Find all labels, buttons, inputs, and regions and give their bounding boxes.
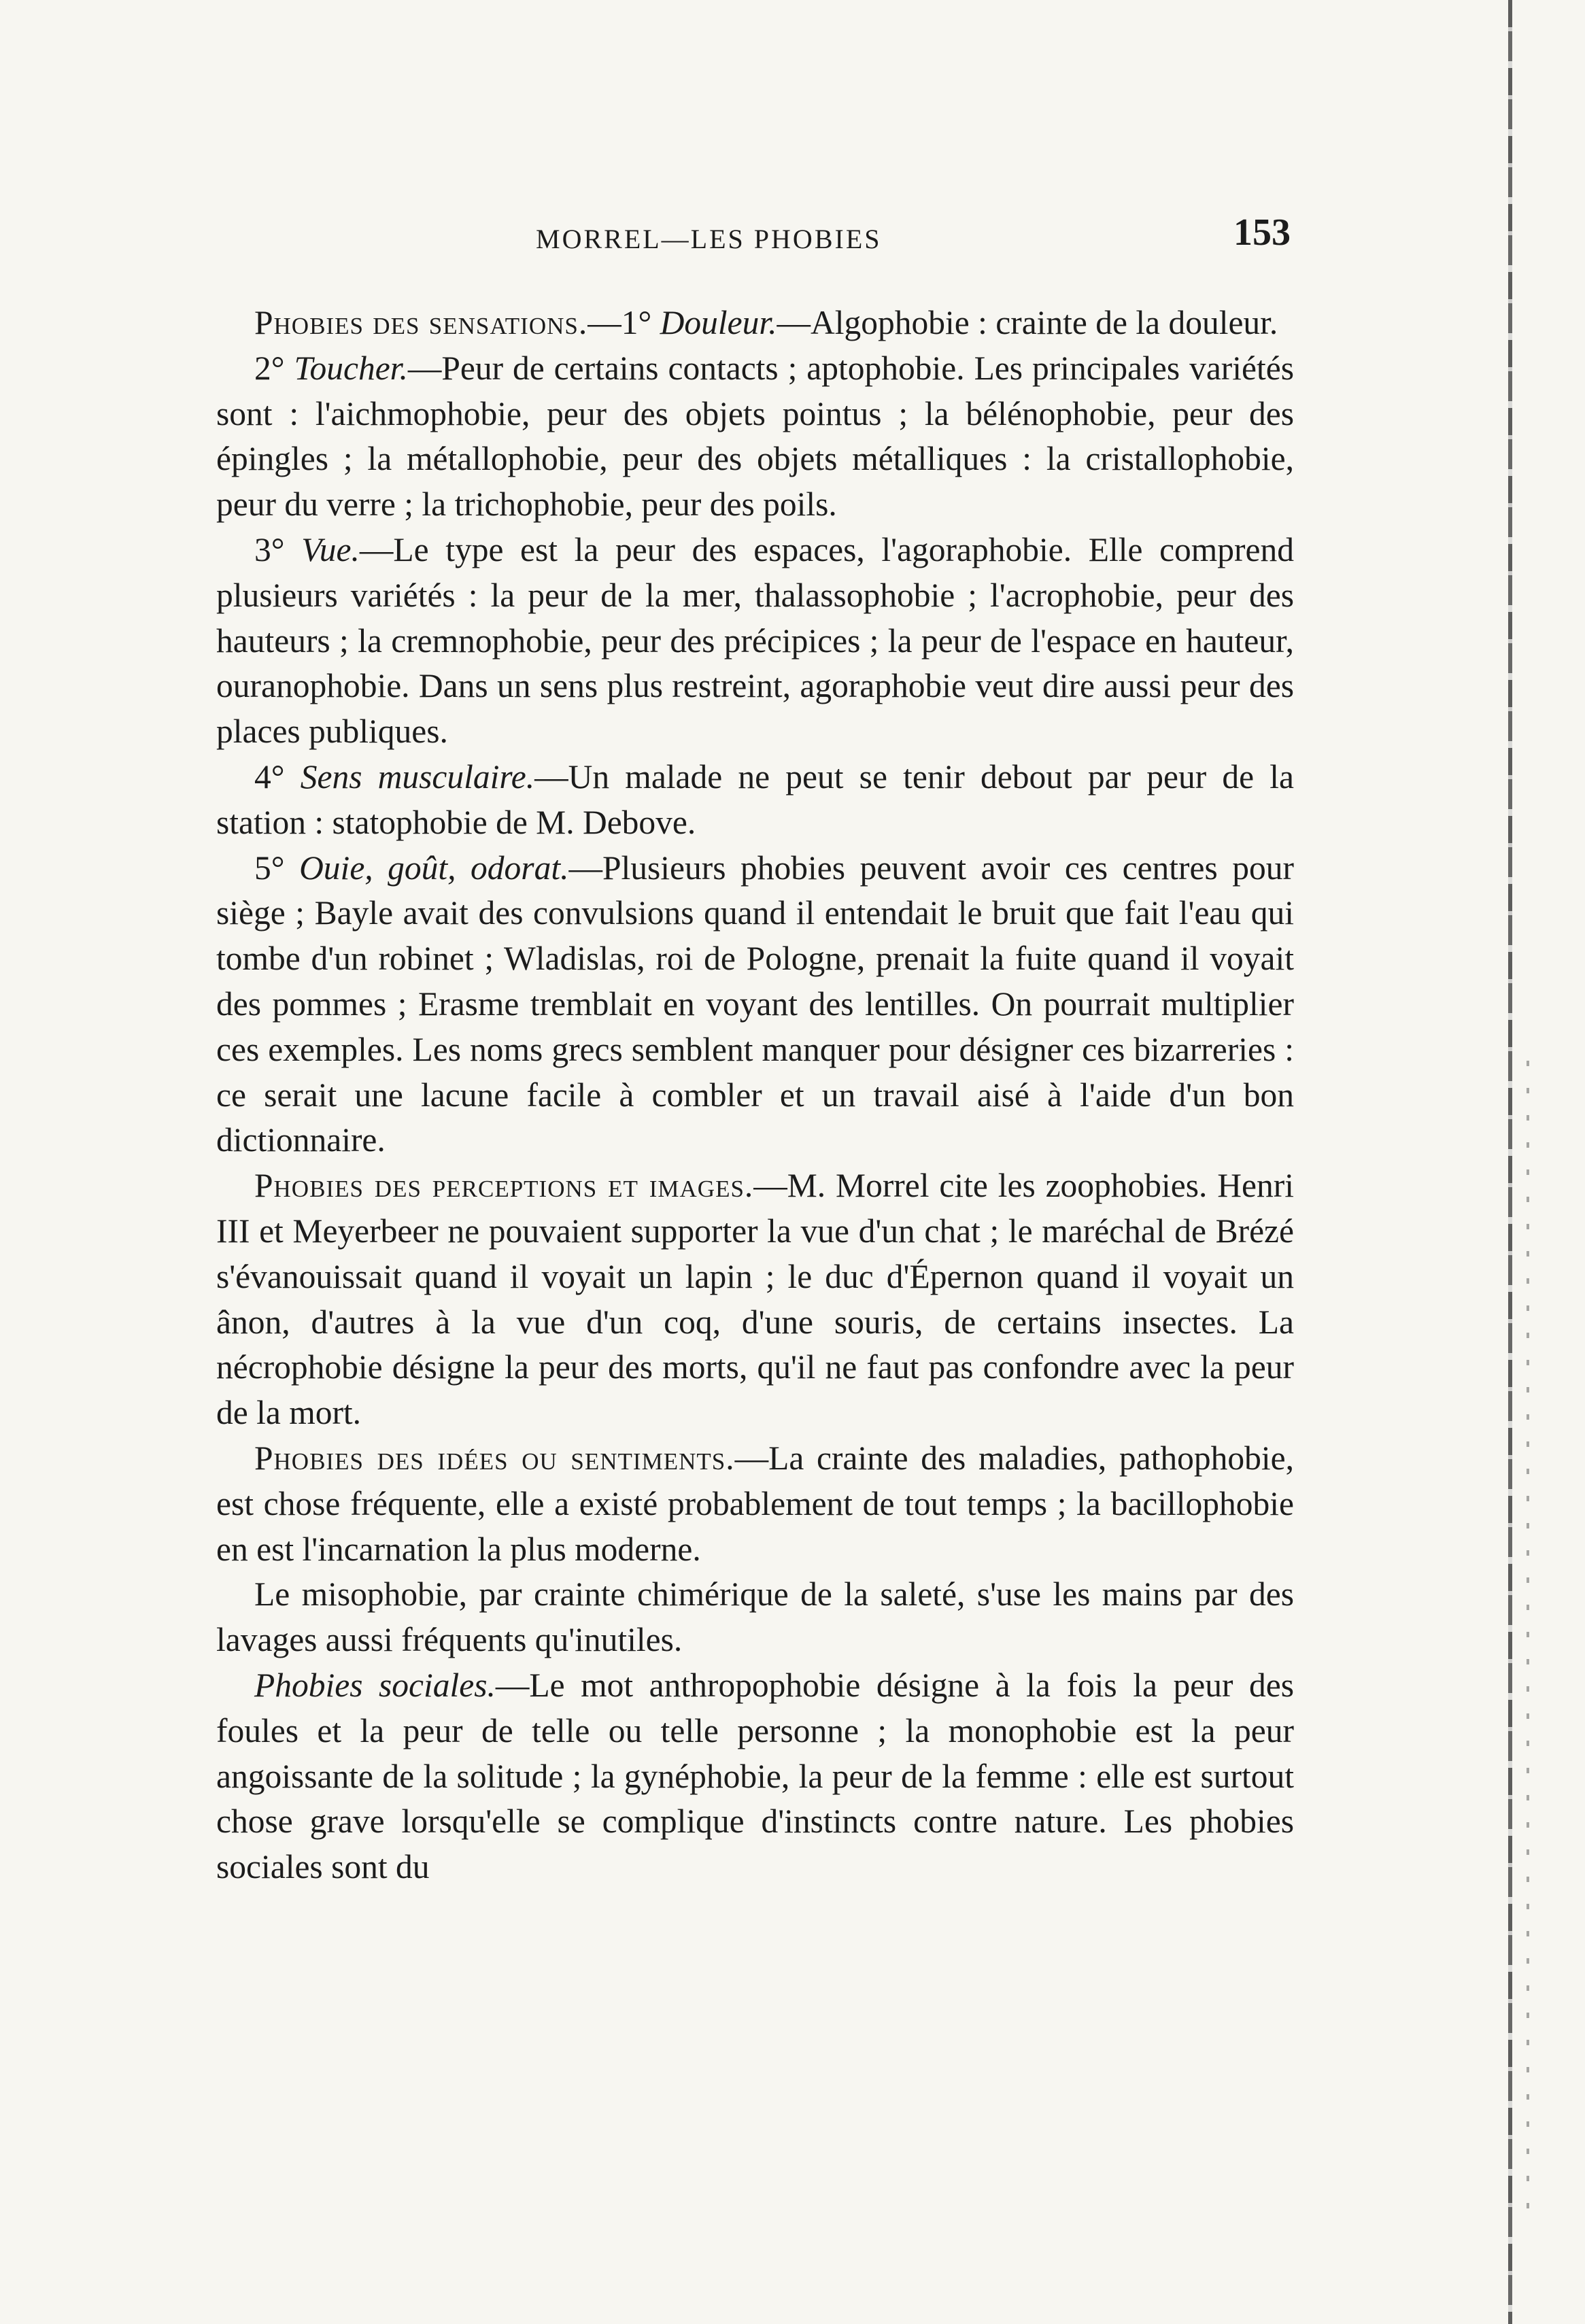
running-head [216, 211, 1291, 265]
paragraph [216, 846, 1294, 1164]
italic-term: Vue. [301, 530, 360, 568]
text-run: —Plusieurs phobies peuvent avoir ces centres pour siège ; Bayle avait des convulsions quand il entendait le bruit que fait l'eau qui tombe d'un robinet ; Wladislas, roi de Pologne, prenait la fuite quand il voyait des pommes ; Erasme tremblait en voyant des lentilles. On pourrait multiplier ces exemples. Les noms grecs semblent manquer pour désigner ces bizarreries : ce serait une lacune facile à combler et un travail aisé à l'aide d'un bon dictionnaire. [216, 849, 1294, 1159]
text-run: —Algophobie : crainte de la douleur. [777, 304, 1278, 341]
italic-term: Phobies sociales. [254, 1666, 496, 1704]
paragraph [216, 1572, 1294, 1663]
text-run: —Le mot anthropophobie désigne à la fois la peur des foules et la peur de telle ou telle personne ; la monophobie est la peur angoissante de la solitude ; la gynéphobie, la peur de la femme : elle est surtout chose grave lorsqu'elle se complique d'instincts contre nature. Les phobies sociales sont du [216, 1666, 1294, 1886]
text-run: 3° [254, 530, 302, 568]
paragraph [216, 1436, 1294, 1572]
italic-term: Sens musculaire. [300, 757, 535, 796]
body-text [216, 301, 1294, 1890]
text-run: —Peur de certains contacts ; aptophobie. Les principales variétés sont : l'aichmophobie, peur des objets pointus ; la bélénophobie, peur des épingles ; la métallophobie, peur des objets métalliques : la cristallophobie, peur du verre ; la trichophobie, peur des poils. [216, 349, 1294, 524]
text-run: 5° [254, 849, 300, 887]
text-run: 4° [254, 757, 301, 796]
running-title: MORREL—LES PHOBIES [536, 224, 882, 254]
text-run: —Le type est la peur des espaces, l'agoraphobie. Elle comprend plusieurs variétés : la peur de la mer, thalassophobie ; l'acrophobie, peur des hauteurs ; la cremnophobie, peur des précipices ; la peur de l'espace en hauteur, ouranophobie. Dans un sens plus restreint, agoraphobie veut dire aussi peur des places publiques. [216, 530, 1295, 751]
paragraph [216, 1163, 1294, 1436]
text-run: —La crainte des maladies, pathophobie, est chose fréquente, elle a existé probablement de tout temps ; la bacillophobie en est l'incarnation la plus moderne. [216, 1439, 1294, 1568]
section-heading: Phobies des idées ou sentiments. [254, 1439, 735, 1477]
scan-binding-edge [1508, 0, 1512, 2324]
section-heading: Phobies des sensations. [254, 304, 588, 341]
paragraph [216, 346, 1294, 528]
text-run: Le misophobie, par crainte chimérique de la saleté, s'use les mains par des lavages aussi fréquents qu'inutiles. [216, 1575, 1294, 1659]
section-heading: Phobies des perceptions et images. [254, 1167, 754, 1205]
italic-term: Douleur. [660, 304, 777, 341]
paragraph [216, 528, 1294, 755]
italic-term: Ouie, goût, odorat. [299, 849, 569, 887]
scan-noise [1527, 1061, 1529, 2217]
italic-term: Toucher. [294, 349, 408, 387]
page-number: 153 [1233, 211, 1291, 254]
paragraph [216, 301, 1294, 346]
paragraph [216, 1663, 1294, 1890]
text-run: —Un malade ne peut se tenir debout par peur de la station : statophobie de M. Debove. [216, 757, 1294, 841]
text-run: 2° [254, 349, 294, 387]
text-run: —M. Morrel cite les zoophobies. Henri III et Meyerbeer ne pouvaient supporter la vue d'un chat ; le maréchal de Brézé s'évanouissait quand il voyait un lapin ; le duc d'Épernon quand il voyait un ânon, d'autres à la vue d'un coq, d'une souris, de certains insectes. La nécrophobie désigne la peur des morts, qu'il ne faut pas confondre avec la peur de la mort. [216, 1167, 1294, 1432]
paragraph [216, 755, 1294, 846]
text-run: —1° [587, 304, 660, 341]
